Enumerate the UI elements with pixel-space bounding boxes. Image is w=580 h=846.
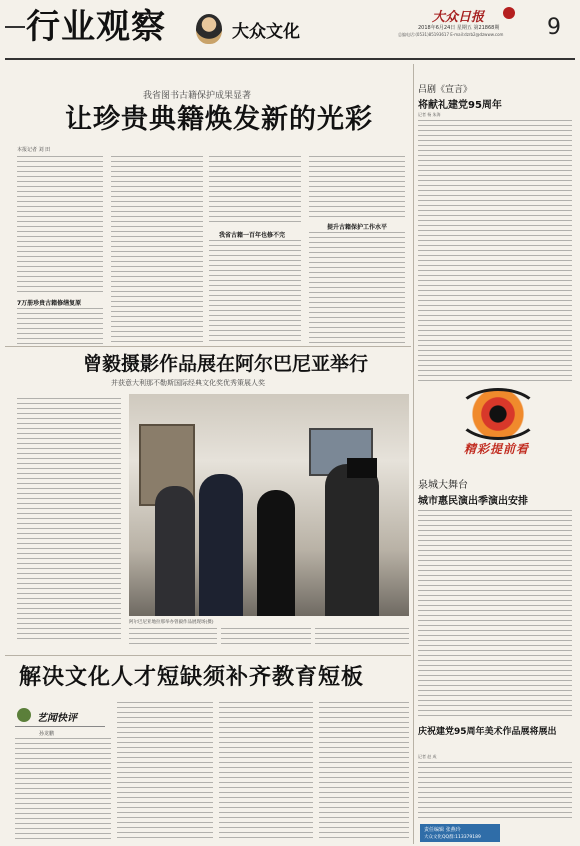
story1-col4-text [309, 156, 405, 220]
section-title: 行业观察 [26, 7, 166, 47]
story2-headline: 曾毅摄影作品展在阿尔巴尼亚举行 [83, 353, 369, 375]
story3-col3-text [219, 702, 313, 842]
story3-col2-text [117, 702, 213, 842]
story1-subhead-3: 提升古籍保护工作水平 [327, 224, 388, 231]
page-number: 9 [547, 15, 561, 40]
editor-line-2: 大众文化QQ群:113379189 [424, 835, 481, 840]
exhibition-photo [129, 394, 409, 616]
promo-label: 精彩提前看 [464, 442, 530, 456]
sidebar1-title: 吕剧《宣言》 [418, 85, 473, 95]
story2-col3-text [221, 628, 311, 648]
story2-col2-text [129, 628, 217, 648]
column-label: 艺闻快评 [37, 713, 77, 724]
story1-kicker: 我省图书古籍保护成果显著 [143, 91, 252, 101]
photo-person-2 [199, 474, 243, 616]
photo-person-3 [257, 490, 295, 616]
story1-subhead-1: 7万册珍贵古籍修缮复原 [17, 300, 82, 307]
sidebar3-byline: 记者 赵 成 [418, 754, 437, 759]
paper-logo: 大众日报 [432, 10, 485, 25]
sidebar1-headline: 将献礼建党95周年 [418, 100, 502, 111]
story1-subhead-2: 我省古籍一百年也修不完 [219, 232, 286, 239]
sidebar1-byline: 记者 杨 朱海 [418, 112, 441, 117]
story1-col2-text [111, 156, 203, 344]
story1-col4-text-b [309, 232, 405, 344]
sidebar2-title: 泉城大舞台 [418, 480, 468, 491]
editor-line-1: 责任编辑 张燕玲 [424, 827, 461, 833]
sidebar2-headline: 城市惠民演出季演出安排 [418, 496, 528, 507]
promo-box [416, 388, 576, 466]
divider-h-1 [5, 346, 411, 347]
sidebar-stage [416, 470, 576, 720]
story3-col4-text [319, 702, 409, 842]
masthead [0, 0, 580, 62]
column-tree-icon [17, 708, 31, 722]
masthead-left-rule [5, 26, 25, 28]
story2-col4-text [315, 628, 409, 648]
story1-col3-text [209, 156, 301, 226]
story1-col1-text [17, 156, 103, 296]
story-ancient-books [5, 64, 411, 346]
sidebar-art-show [416, 722, 576, 822]
story2-subhead: 并获意大利那不勒斯国际经典文化奖优秀策展人奖 [111, 379, 265, 387]
story-photo-exhibition [5, 348, 411, 653]
story2-col1-text [17, 398, 121, 642]
story3-headline: 解决文化人才短缺须补齐教育短板 [19, 665, 365, 690]
subsection-title: 大众文化 [232, 22, 300, 42]
photo-camera [347, 458, 377, 478]
story-talent [5, 656, 411, 844]
section-avatar-icon [196, 14, 222, 44]
story1-col1-text-b [17, 308, 103, 344]
promo-eye-icon [456, 388, 540, 440]
edition-line: 总编电话:(0531)85193617 E-mail:dzrb2@dzwww.com [398, 32, 504, 37]
story3-byline: 孙龙鹏 [39, 731, 55, 737]
sidebar3-headline: 庆祝建党95周年美术作品展将展出 [418, 727, 557, 737]
story1-byline: 本报记者 刘 田 [17, 147, 51, 153]
paper-seal-icon [503, 7, 515, 19]
story1-col3-text-b [209, 240, 301, 344]
story3-col1-text [15, 738, 111, 842]
sidebar2-schedule [418, 510, 572, 720]
date-line: 2018年6月24日 星期五 第21868期 [418, 25, 500, 31]
masthead-underline [5, 58, 575, 60]
photo-caption: 阿尔巴尼亚地拉那举办曾毅作品展现场(摄) [129, 620, 214, 625]
editor-box [420, 824, 500, 842]
divider-v-main [413, 64, 414, 844]
sidebar3-text [418, 762, 572, 820]
sidebar-opera [416, 64, 576, 384]
sidebar1-text [418, 120, 572, 382]
photo-person-4 [325, 464, 379, 616]
column-badge [15, 706, 105, 727]
story1-headline: 让珍贵典籍焕发新的光彩 [65, 104, 373, 135]
photo-person-1 [155, 486, 195, 616]
